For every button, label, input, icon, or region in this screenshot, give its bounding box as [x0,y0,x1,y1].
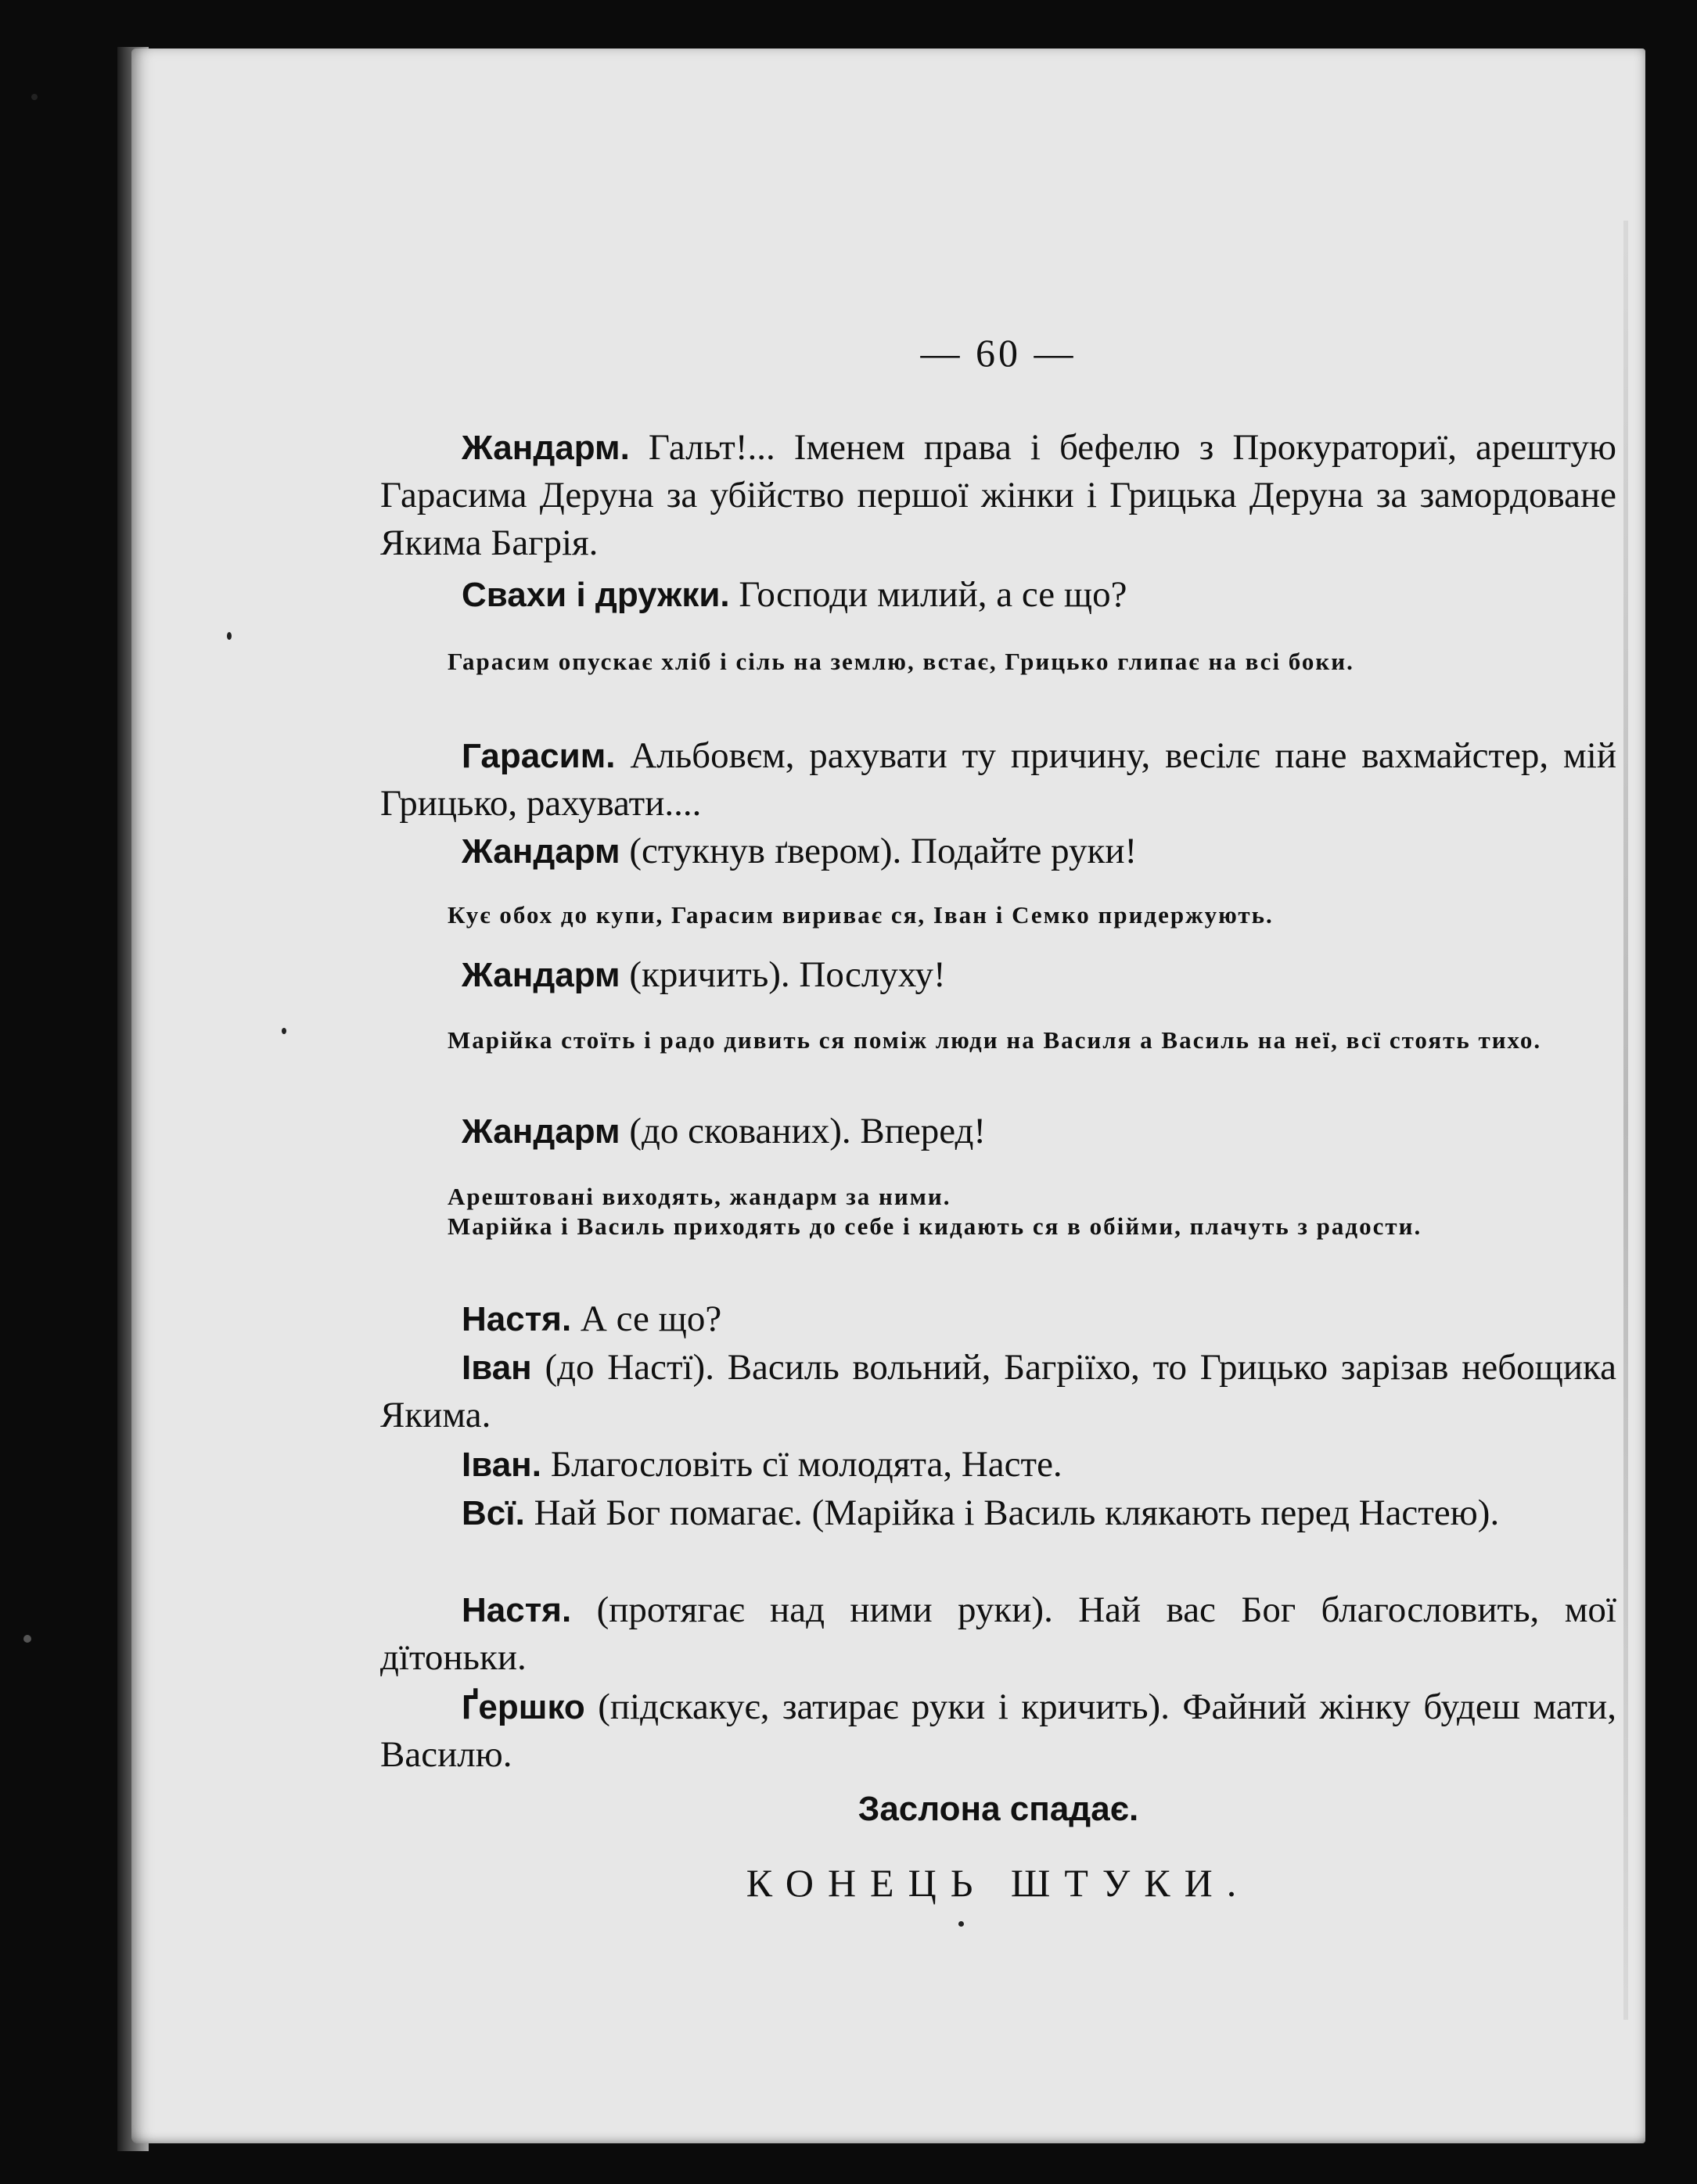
book-page [131,48,1645,2143]
speech-text: (стукнув ґвером). Подайте руки! [620,831,1138,871]
speech-line [380,1295,1616,1343]
speech-text: (протягає над ними руки). Най вас Бог благословить, мої дїтоньки. [380,1590,1616,1678]
stage-direction: Марійка і Василь приходять до себе і кидають ся в обійми, плачуть з радости. [448,1212,1422,1240]
speech-text: (до скованих). Вперед! [620,1111,987,1151]
speech-text: (кричить). Послуху! [620,954,946,995]
speaker-name: Настя. [462,1591,572,1629]
speech-text: Благословіть сї молодята, Насте. [541,1444,1062,1485]
speech-text: Альбовєм, рахувати ту причину, весілє пане вахмайстер, мій Грицько, рахувати.... [380,735,1616,824]
scan-speck [31,94,38,100]
speaker-name: Жандарм. [462,429,630,467]
speaker-name: Настя. [462,1300,572,1338]
speaker-name: Жандарм [462,956,620,994]
speech-text: Господи милий, а се що? [729,574,1127,615]
stage-direction: Арештовані виходять, жандарм за ними. [448,1183,951,1210]
speaker-name: Іван [462,1349,532,1387]
scan-speck [282,1028,286,1034]
speaker-name: Жандарм [462,1112,620,1151]
speaker-name: Жандарм [462,832,620,871]
curtain-falls: Заслона спадає. [857,1790,1139,1828]
speech-line [380,1489,1616,1537]
speech-line [380,732,1616,828]
speech-text: А се що? [571,1299,722,1339]
scan-speck [227,632,232,640]
speaker-name: Свахи і дружки. [462,576,730,614]
speech-line [380,424,1616,567]
speech-line [380,1683,1616,1779]
speaker-name: Всї. [462,1494,525,1532]
speech-line [380,1108,1616,1155]
speech-text: Най Бог помагає. (Марійка і Василь клякають перед Настею). [524,1493,1500,1533]
stage-direction: Гарасим опускає хліб і сіль на землю, встає, Грицько глипає на всі боки. [448,648,1354,675]
speaker-name: Гарасим. [462,737,616,775]
scan-speck [23,1635,31,1643]
speech-line [380,1344,1616,1439]
speech-text: (підскакує, затирає руки і кричить). Файний жінку будеш мати, Василю. [380,1686,1616,1775]
stage-direction: Марійка стоїть і радо дивить ся поміж люди на Василя а Василь на неї, всї стоять тихо. [448,1026,1542,1054]
scan-speck [958,1921,964,1927]
speech-line [380,951,1616,999]
end-of-play: КОНЕЦЬ ШТУКИ. [746,1861,1251,1905]
speech-text: (до Настї). Василь вольний, Багріїхо, то Грицько зарізав небощика Якима. [380,1347,1616,1435]
speech-text: Гальт!... Іменем права і бефелю з Прокураториї, арештую Гарасима Деруна за убійство першої жінки і Грицька Деруна за замордоване Якима Багрія. [380,427,1616,563]
page-edge-shadow [1623,221,1628,2020]
speech-line [380,571,1616,619]
speaker-name: Ґершко [462,1688,585,1726]
speech-line [380,1586,1616,1682]
speaker-name: Іван. [462,1446,541,1484]
stage-direction: Кує обох до купи, Гарасим вириває ся, Іван і Семко придержують. [448,901,1274,929]
speech-line [380,1441,1616,1489]
page-number: — 60 — [920,331,1077,375]
speech-line [380,828,1616,875]
